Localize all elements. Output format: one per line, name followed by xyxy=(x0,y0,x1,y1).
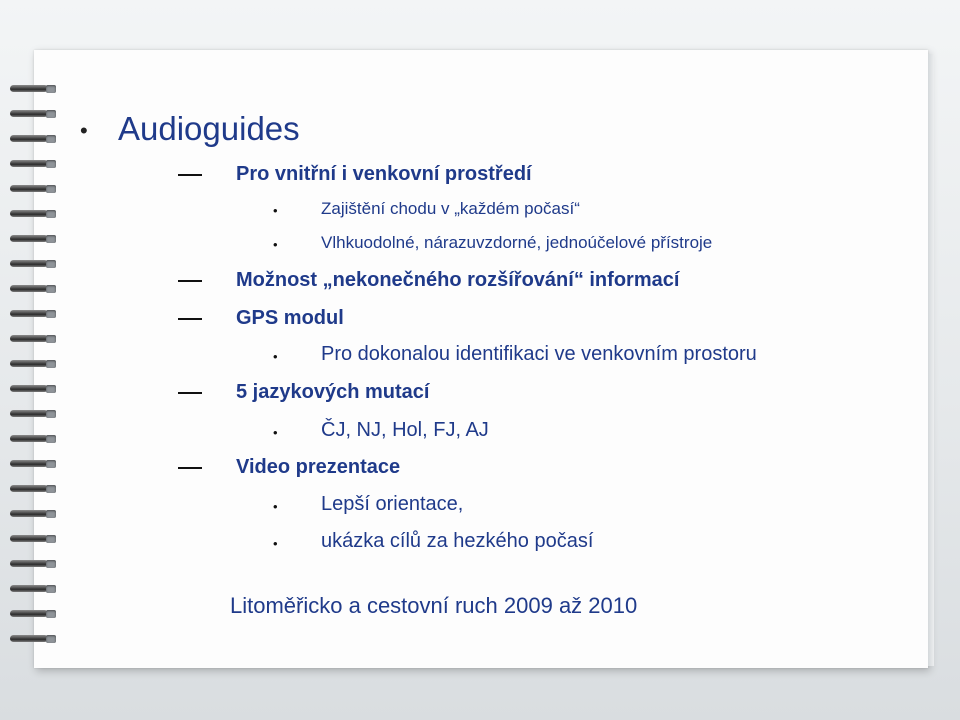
list-item-text: Pro vnitřní i venkovní prostředí xyxy=(236,163,532,185)
list-item-text: ČJ, NJ, Hol, FJ, AJ xyxy=(321,419,489,441)
list-item-text: Pro dokonalou identifikaci ve venkovním prostoru xyxy=(321,343,757,365)
bullet-dot-icon: • xyxy=(273,203,278,218)
list-item-text: ukázka cílů za hezkého počasí xyxy=(321,530,594,552)
dash-icon xyxy=(178,467,202,469)
list-item-text: Vlhkuodolné, nárazuvzdorné, jednoúčelové přístroje xyxy=(321,233,713,252)
list-item-text: Lepší orientace, xyxy=(321,493,464,515)
dash-icon xyxy=(178,174,202,176)
dash-icon xyxy=(178,318,202,320)
dash-icon xyxy=(178,392,202,394)
list-item-text: Video prezentace xyxy=(236,456,401,478)
slide-title: Audioguides xyxy=(118,110,300,147)
title-bullet-icon: • xyxy=(80,118,88,143)
bullet-dot-icon: • xyxy=(273,499,278,514)
bullet-dot-icon: • xyxy=(273,425,278,440)
list-item-text: 5 jazykových mutací xyxy=(236,381,430,403)
bullet-dot-icon: • xyxy=(273,349,278,364)
dash-icon xyxy=(178,280,202,282)
bullet-dot-icon: • xyxy=(273,237,278,252)
slide-footer: Litoměřicko a cestovní ruch 2009 až 2010 xyxy=(230,593,638,618)
list-item-text: Zajištění chodu v „každém počasí“ xyxy=(321,199,580,218)
list-item-text: GPS modul xyxy=(236,307,344,329)
bullet-dot-icon: • xyxy=(273,536,278,551)
list-item-text: Možnost „nekonečného rozšířování“ informací xyxy=(236,269,680,291)
